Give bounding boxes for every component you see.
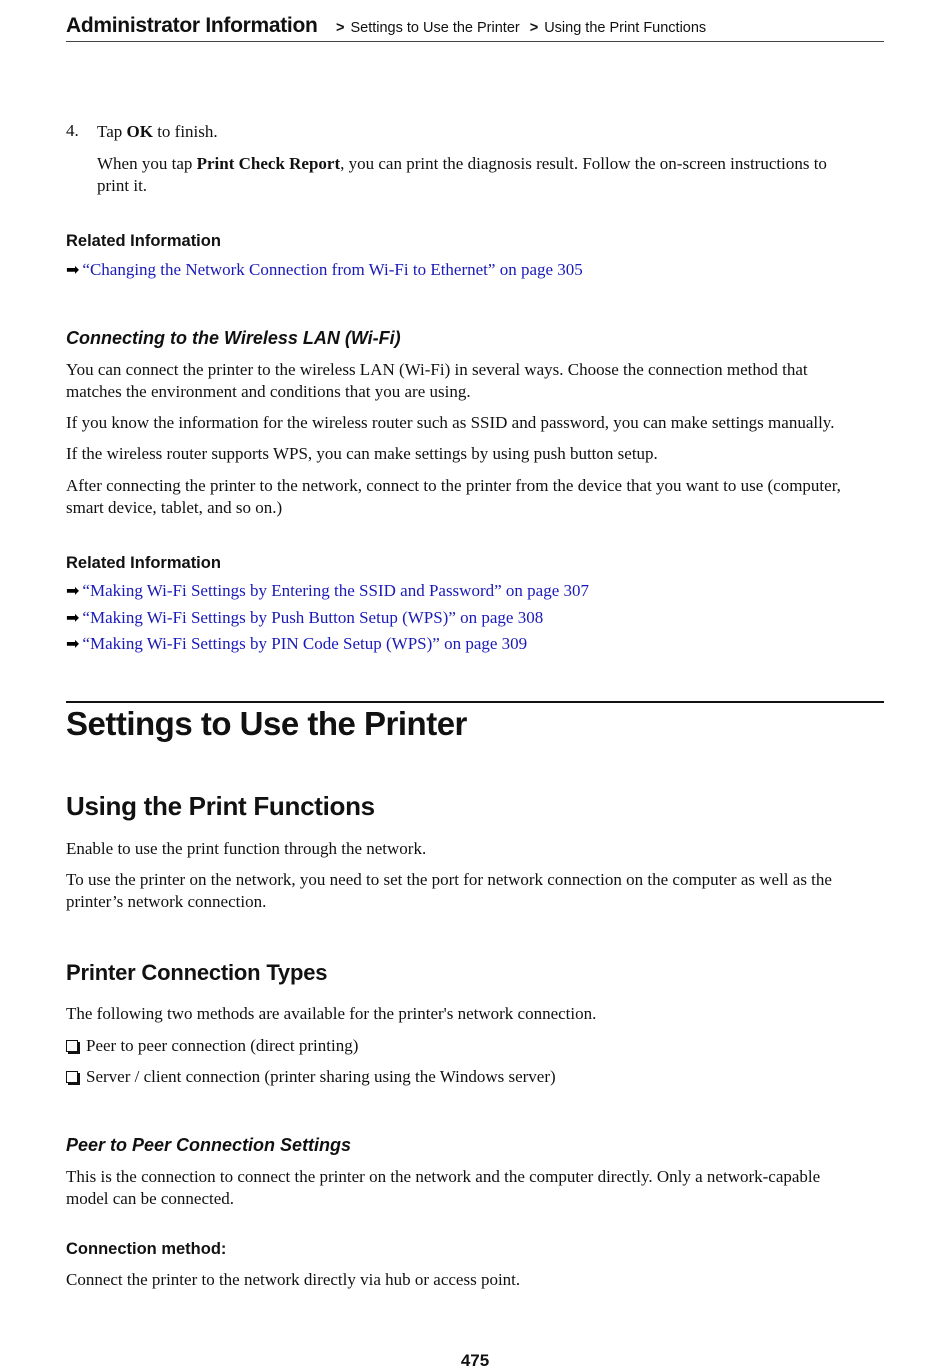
related-link[interactable]: “Making Wi-Fi Settings by Push Button Setup (WPS)” on page 308 [82,608,544,627]
related-information-heading: Related Information [66,232,221,250]
related-link-row[interactable] [66,607,543,629]
related-link-row[interactable] [66,259,583,281]
related-link[interactable]: “Making Wi-Fi Settings by PIN Code Setup (WPS)” on page 309 [82,634,528,653]
wifi-p1-line2: matches the environment and conditions that you are using. [66,382,471,401]
print-functions-paragraph-2 [66,869,896,913]
related-link[interactable]: “Changing the Network Connection from Wi-Fi to Ethernet” on page 305 [82,260,583,279]
right-arrow-icon: ➡ [66,581,80,600]
page-header [66,12,884,42]
checkbox-bullet-icon [66,1071,78,1083]
connection-types-intro: The following two methods are available for the printer's network connection. [66,1004,597,1023]
related-link[interactable]: “Making Wi-Fi Settings by Entering the SSID and Password” on page 307 [82,581,589,600]
section-title: Using the Print Functions [66,791,375,821]
peer-heading: Peer to Peer Connection Settings [66,1135,352,1155]
right-arrow-icon: ➡ [66,260,80,279]
step-number: 4. [66,121,79,140]
wifi-p4-line2: smart device, tablet, and so on.) [66,498,283,517]
subsection-title: Printer Connection Types [66,960,328,985]
wifi-paragraph-3: If the wireless router supports WPS, you can make settings by using push button setup. [66,444,658,463]
breadcrumb [326,18,706,38]
related-information-heading: Related Information [66,554,221,572]
peer-paragraph [66,1166,896,1210]
related-link-row[interactable] [66,580,589,602]
breadcrumb-separator: > [529,20,539,36]
list-item-text: Peer to peer connection (direct printing) [86,1036,359,1055]
chapter-divider [66,701,884,703]
peer-p1-line1: This is the connection to connect the printer on the network and the computer directly. Only a network-capable [66,1167,821,1186]
connection-method-text: Connect the printer to the network directly via hub or access point. [66,1270,521,1289]
breadcrumb-item-print-functions[interactable]: Using the Print Functions [544,20,707,36]
step-text-pre: Tap [97,122,127,141]
breadcrumb-separator: > [336,20,345,36]
step-detail-line2: print it. [97,176,148,195]
print-functions-p2-line2: printer’s network connection. [66,892,267,911]
peer-p1-line2: model can be connected. [66,1189,235,1208]
step-text-post: to finish. [152,122,218,141]
print-functions-paragraph-1: Enable to use the print function through the network. [66,839,427,858]
step-detail-pre: When you tap [97,154,197,173]
breadcrumb-item-settings[interactable]: Settings to Use the Printer [350,20,520,36]
list-item [66,1066,556,1088]
print-functions-p2-line1: To use the printer on the network, you need to set the port for network connection on the computer as well as the [66,870,832,889]
checkbox-bullet-icon [66,1040,78,1052]
header-section-title: Administrator Information [66,14,318,37]
page-number: 475 [460,1351,490,1370]
wifi-heading: Connecting to the Wireless LAN (Wi-Fi) [66,328,401,348]
wifi-paragraph-1 [66,359,896,403]
step-text [97,121,218,143]
list-item [66,1035,358,1057]
wifi-paragraph-4 [66,475,896,519]
step-text-ok: OK [126,122,153,141]
list-item-text: Server / client connection (printer sharing using the Windows server) [86,1067,556,1086]
step-detail [97,153,887,197]
wifi-p4-line1: After connecting the printer to the network, connect to the printer from the device that you want to use (computer, [66,476,841,495]
right-arrow-icon: ➡ [66,608,80,627]
right-arrow-icon: ➡ [66,634,80,653]
wifi-p1-line1: You can connect the printer to the wireless LAN (Wi-Fi) in several ways. Choose the connection method that [66,360,808,379]
chapter-title: Settings to Use the Printer [66,705,467,742]
step-detail-bold: Print Check Report [196,154,341,173]
connection-method-heading: Connection method: [66,1240,227,1258]
related-link-row[interactable] [66,633,527,655]
wifi-paragraph-2: If you know the information for the wireless router such as SSID and password, you can make settings manually. [66,413,835,432]
step-detail-post: , you can print the diagnosis result. Follow the on-screen instructions to [340,154,827,173]
